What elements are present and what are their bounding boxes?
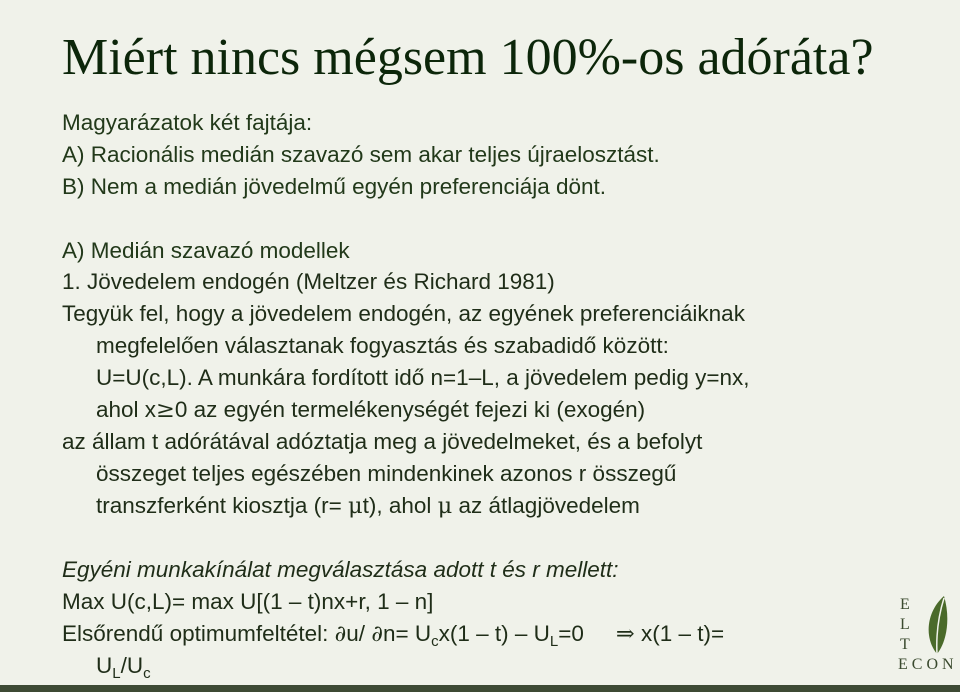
text-segment: 0 az egyén termelékenységét fejezi ki (exogén) xyxy=(174,397,646,422)
text-line: Magyarázatok két fajtája: xyxy=(62,110,313,135)
bottom-frame xyxy=(0,685,960,692)
text-line: B) Nem a medián jövedelmű egyén preferenciája dönt. xyxy=(62,174,607,199)
logo-letter: T xyxy=(900,636,910,653)
text-segment: n= U xyxy=(382,621,432,646)
text-line: U=U(c,L). A munkára fordított idő n=1–L, a jövedelem pedig y=nx, xyxy=(96,365,750,390)
text-line: 1. Jövedelem endogén (Meltzer és Richard 1981) xyxy=(62,269,555,294)
text-segment: ahol x xyxy=(96,397,157,422)
text-line: megfelelően választanak fogyasztás és szabadidő között: xyxy=(96,333,669,358)
text-line xyxy=(96,495,640,518)
text-segment: x(1 – t) – U xyxy=(438,621,550,646)
subscript: c xyxy=(431,633,439,650)
text-segment: =0 xyxy=(558,621,584,646)
text-line xyxy=(96,655,151,681)
text-segment: az átlagjövedelem xyxy=(452,493,640,518)
text-segment: /U xyxy=(120,653,144,678)
geq-symbol: ≥ xyxy=(156,397,175,423)
logo-econ: ECON xyxy=(898,656,958,673)
subscript: L xyxy=(549,633,559,650)
subscript: L xyxy=(112,665,121,682)
text-line: összeget teljes egészében mindenkinek azonos r összegű xyxy=(96,461,677,486)
text-line: A) Racionális medián szavazó sem akar teljes újraelosztást. xyxy=(62,142,660,167)
leaf-icon xyxy=(922,594,952,656)
partial-symbol: ∂ xyxy=(334,621,347,647)
slide-title: Miért nincs mégsem 100%-os adóráta? xyxy=(62,29,874,86)
text-segment: x(1 – t)= xyxy=(634,621,725,646)
text-line: A) Medián szavazó modellek xyxy=(62,238,350,263)
text-segment: t), ahol xyxy=(362,493,438,518)
text-line: az állam t adórátával adóztatja meg a jövedelmeket, és a befolyt xyxy=(62,429,703,454)
text-segment: u/ xyxy=(346,621,372,646)
implies-arrow: ⇒ xyxy=(615,621,635,647)
mu-symbol: μ xyxy=(437,493,453,519)
text-segment: U xyxy=(96,653,113,678)
logo-letter: L xyxy=(900,616,910,633)
text-line xyxy=(96,399,645,422)
partial-symbol: ∂ xyxy=(371,621,383,647)
logo-letter: E xyxy=(900,596,910,613)
text-segment: Elsőrendű optimumfeltétel: xyxy=(62,621,335,646)
text-line xyxy=(62,623,724,649)
text-line: Max U(c,L)= max U[(1 – t)nx+r, 1 – n] xyxy=(62,589,434,614)
text-line: Egyéni munkakínálat megválasztása adott t és r mellett: xyxy=(62,557,619,582)
subscript: c xyxy=(143,665,151,682)
mu-symbol: μ xyxy=(347,493,363,519)
text-segment: transzferként kiosztja (r= xyxy=(96,493,348,518)
elte-econ-logo xyxy=(880,588,960,684)
text-line: Tegyük fel, hogy a jövedelem endogén, az egyének preferenciáiknak xyxy=(62,301,745,326)
